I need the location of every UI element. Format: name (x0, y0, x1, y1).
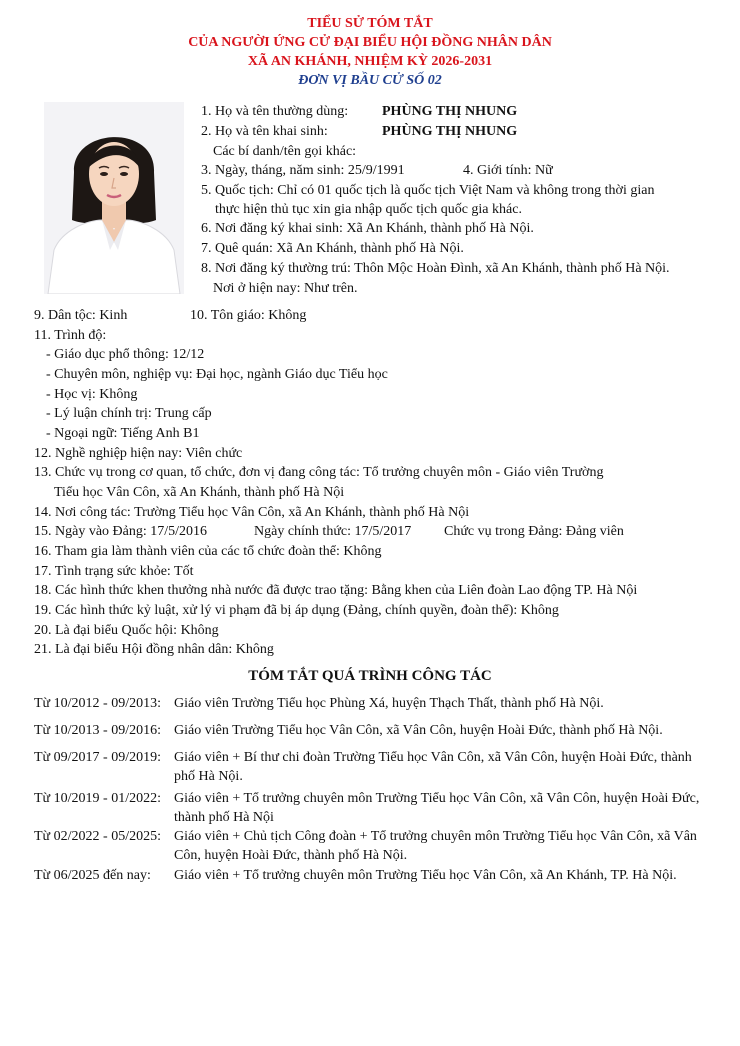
education-professional: - Chuyên môn, nghiệp vụ: Đại học, ngành Giáo dục Tiểu học (46, 367, 388, 382)
discipline-field: 19. Các hình thức kỷ luật, xử lý vi phạm đã bị áp dụng (Đảng, chính quyền, đoàn thể): Không (34, 603, 559, 618)
ethnicity-field: 9. Dân tộc: Kinh (34, 308, 128, 323)
education-degree: - Học vị: Không (46, 387, 138, 402)
workplace-field: 14. Nơi công tác: Trường Tiểu học Vân Côn, xã An Khánh, thành phố Hà Nội (34, 505, 470, 520)
doc-title: TIỂU SỬ TÓM TẮT (307, 16, 433, 31)
work-description-cont: Côn, huyện Hoài Đức, thành phố Hà Nội. (174, 848, 408, 863)
education-heading: 11. Trình độ: (34, 328, 107, 343)
education-political: - Lý luận chính trị: Trung cấp (46, 406, 212, 421)
permanent-residence-field: 8. Nơi đăng ký thường trú: Thôn Mộc Hoàn Đình, xã An Khánh, thành phố Hà Nội. (201, 261, 670, 276)
electoral-unit: ĐƠN VỊ BẦU CỬ SỐ 02 (298, 73, 442, 88)
hometown-field: 7. Quê quán: Xã An Khánh, thành phố Hà Nội. (201, 241, 464, 256)
doc-term: XÃ AN KHÁNH, NHIỆM KỲ 2026-2031 (247, 54, 493, 69)
health-field: 17. Tình trạng sức khỏe: Tốt (34, 564, 194, 579)
work-description: Giáo viên + Tổ trưởng chuyên môn Trường Tiểu học Vân Côn, xã An Khánh, TP. Hà Nội. (174, 868, 677, 883)
alias-field: Các bí danh/tên gọi khác: (213, 144, 357, 159)
work-description: Giáo viên + Chủ tịch Công đoàn + Tổ trưởng chuyên môn Trường Tiểu học Vân Côn, xã Vân (174, 829, 697, 844)
education-general: - Giáo dục phổ thông: 12/12 (46, 347, 205, 362)
nationality-field: 5. Quốc tịch: Chỉ có 01 quốc tịch là quốc tịch Việt Nam và không trong thời gian (201, 183, 655, 198)
work-description: Giáo viên Trường Tiểu học Phùng Xá, huyện Thạch Thất, thành phố Hà Nội. (174, 696, 604, 711)
peoples-council-field: 21. Là đại biểu Hội đồng nhân dân: Không (34, 642, 274, 657)
work-period: Từ 10/2013 - 09/2016: (34, 723, 161, 738)
gender-field: 4. Giới tính: Nữ (463, 163, 553, 178)
party-position: Chức vụ trong Đảng: Đảng viên (444, 524, 624, 539)
education-language: - Ngoại ngữ: Tiếng Anh B1 (46, 426, 200, 441)
religion-field: 10. Tôn giáo: Không (190, 308, 307, 323)
work-period: Từ 09/2017 - 09/2019: (34, 750, 161, 765)
party-official-date: Ngày chính thức: 17/5/2017 (254, 524, 412, 539)
birthname-label: 2. Họ và tên khai sinh: (201, 124, 328, 139)
fullname-label: 1. Họ và tên thường dùng: (201, 104, 349, 119)
birthdate-field: 3. Ngày, tháng, năm sinh: 25/9/1991 (201, 163, 405, 178)
work-period: Từ 10/2012 - 09/2013: (34, 696, 161, 711)
fullname-value: PHÙNG THỊ NHUNG (382, 104, 518, 119)
work-period: Từ 10/2019 - 01/2022: (34, 791, 161, 806)
work-description: Giáo viên Trường Tiểu học Vân Côn, xã Vân Côn, huyện Hoài Đức, thành phố Hà Nội. (174, 723, 663, 738)
nationality-field-cont: thực hiện thủ tục xin gia nhập quốc tịch quốc gia khác. (215, 202, 522, 217)
work-period: Từ 02/2022 - 05/2025: (34, 829, 161, 844)
awards-field: 18. Các hình thức khen thưởng nhà nước đã được trao tặng: Bằng khen của Liên đoàn Lao động TP. Hà Nội (34, 583, 638, 598)
work-description: Giáo viên + Tổ trưởng chuyên môn Trường Tiểu học Vân Côn, xã Vân Côn, huyện Hoài Đức, (174, 791, 700, 806)
work-description-cont: thành phố Hà Nội (174, 810, 274, 825)
current-residence-field: Nơi ở hiện nay: Như trên. (213, 281, 358, 296)
national-assembly-field: 20. Là đại biểu Quốc hội: Không (34, 623, 219, 638)
organizations-field: 16. Tham gia làm thành viên của các tổ chức đoàn thể: Không (34, 544, 382, 559)
position-field-cont: Tiểu học Vân Côn, xã An Khánh, thành phố Hà Nội (54, 485, 345, 500)
work-history-title: TÓM TẮT QUÁ TRÌNH CÔNG TÁC (248, 668, 492, 684)
position-field: 13. Chức vụ trong cơ quan, tổ chức, đơn vị đang công tác: Tổ trưởng chuyên môn - Giáo viên Trường (34, 465, 604, 480)
occupation-field: 12. Nghề nghiệp hiện nay: Viên chức (34, 446, 243, 461)
work-period: Từ 06/2025 đến nay: (34, 868, 151, 883)
work-description-cont: phố Hà Nội. (174, 769, 243, 784)
candidate-portrait (44, 102, 184, 294)
birth-registration-field: 6. Nơi đăng ký khai sinh: Xã An Khánh, thành phố Hà Nội. (201, 221, 534, 236)
birthname-value: PHÙNG THỊ NHUNG (382, 124, 518, 139)
party-join-date: 15. Ngày vào Đảng: 17/5/2016 (34, 524, 208, 539)
doc-subtitle: CỦA NGƯỜI ỨNG CỬ ĐẠI BIỂU HỘI ĐỒNG NHÂN DÂN (188, 35, 552, 50)
work-description: Giáo viên + Bí thư chi đoàn Trường Tiểu học Vân Côn, xã Vân Côn, huyện Hoài Đức, thành (174, 750, 692, 765)
portrait-illustration (44, 102, 184, 294)
